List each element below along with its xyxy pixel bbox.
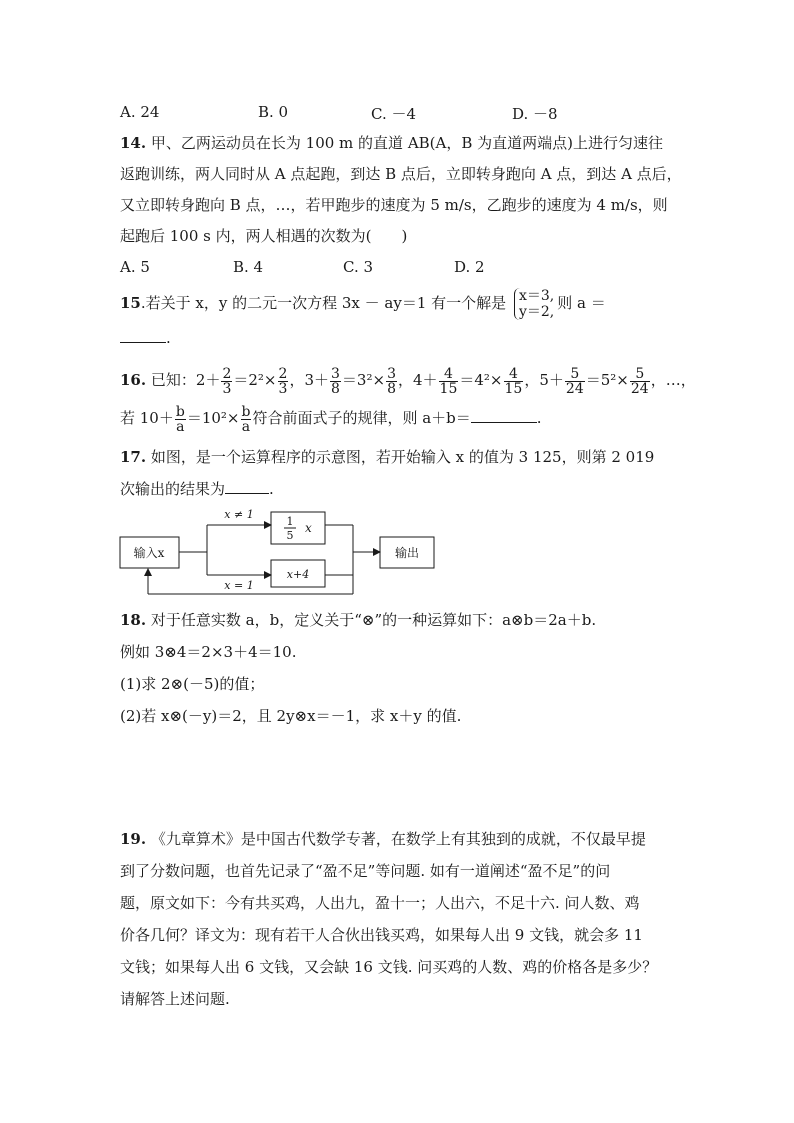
q16-term-2: 3＋ $\frac{3}{8}$ ＝3²× $\frac{3}{8}$ ， — [304, 365, 413, 397]
q18-number: 18. — [120, 611, 147, 629]
q16-answer-blank[interactable] — [471, 408, 537, 423]
q15-end: . — [166, 329, 171, 347]
q14-choice-c: C. 3 — [343, 258, 374, 276]
q15-system-line-2: y＝2, — [518, 304, 555, 320]
q14-line-2: 返跑训练，两人同时从 A 点起跑，到达 B 点后，立即转身跑向 A 点，到达 A 点后， — [120, 165, 682, 183]
q15-text-after: 则 a ＝ — [557, 294, 606, 312]
q16-line-1 — [120, 360, 696, 400]
q16-line2-after: 符合前面式子的规律，则 a＋b＝ — [252, 409, 471, 427]
q14-choice-a: A. 5 — [120, 258, 150, 276]
q15-answer-blank[interactable] — [120, 328, 166, 343]
q14-text-1: 甲、乙两运动员在长为 100 m 的直道 AB(A，B 为直道两端点)上进行匀速往 — [150, 134, 664, 152]
q14-line-3: 又立即转身跑向 B 点，…，若甲跑步的速度为 5 m/s，乙跑步的速度为 4 m/s，则 — [120, 196, 668, 214]
q15-system-line-1: x＝3, — [518, 288, 555, 304]
flowchart-diagram — [118, 500, 448, 600]
q13-choice-d: D. －8 — [512, 105, 558, 123]
q15-text-before: .若关于 x，y 的二元一次方程 3x － ay＝1 有一个解是 — [140, 294, 507, 312]
q17-text-2: 次输出的结果为 — [120, 480, 226, 498]
q18-line-2: 例如 3⊗4＝2×3＋4＝10. — [120, 643, 297, 661]
q13-choice-c: C. －4 — [371, 105, 417, 123]
q18-line-1 — [120, 610, 596, 630]
q13-choice-b: B. 0 — [258, 103, 289, 121]
q14-choice-d: D. 2 — [454, 258, 485, 276]
q16-term-1: 2＋ $\frac{2}{3}$ ＝2²× $\frac{2}{3}$ ， — [195, 365, 305, 397]
q15-line-2 — [120, 328, 171, 348]
q14-choice-b: B. 4 — [233, 258, 264, 276]
q14-line-1 — [120, 133, 663, 153]
q16-fraction-b-over-a: $\frac{b}{a}$ — [175, 403, 185, 435]
q16-end: . — [536, 409, 542, 427]
q17-end: . — [269, 480, 274, 498]
q19-line-6: 请解答上述问题. — [120, 990, 230, 1008]
q16-term-4: 5＋ $\frac{5}{24}$ ＝5²× $\frac{5}{24}$ ，…， — [539, 365, 696, 397]
q17-line-1 — [120, 447, 654, 467]
q16-term-3: 4＋ $\frac{4}{15}$ ＝4²× $\frac{4}{15}$ ， — [413, 365, 540, 397]
flow-output-label: 输出 — [394, 546, 420, 560]
flow-top-condition: x ≠ 1 — [224, 508, 254, 521]
q17-line-2 — [120, 479, 274, 499]
q18-part-2: (2)若 x⊗(－y)＝2，且 2y⊗x＝－1，求 x＋y 的值. — [120, 707, 462, 725]
q18-part-1: (1)求 2⊗(－5)的值； — [120, 675, 265, 693]
q16-line2-mid: ＝10²× — [186, 409, 240, 427]
flow-bottom-condition: x = 1 — [224, 579, 254, 592]
q14-number: 14. — [120, 134, 147, 152]
q17-number: 17. — [120, 448, 147, 466]
q19-number: 19. — [120, 830, 147, 848]
flow-add-label: x+4 — [286, 568, 310, 581]
q19-line-4: 价各几何？译文为：现有若干人合伙出钱买鸡，如果每人出 9 文钱，就会多 11 — [120, 926, 643, 944]
q19-text-1: 《九章算术》是中国古代数学专著，在数学上有其独到的成就，不仅最早提 — [150, 830, 646, 848]
q15-line-1 — [120, 286, 606, 320]
flow-divide-denominator: 5 — [286, 529, 294, 542]
q17-answer-blank[interactable] — [225, 479, 269, 494]
q16-fraction-b-over-a-2: $\frac{b}{a}$ — [241, 403, 251, 435]
flow-input-label: 输入x — [133, 546, 165, 560]
q14-line-4: 起跑后 100 s 内，两人相遇的次数为( ) — [120, 227, 408, 245]
q19-line-3: 题，原文如下：今有共买鸡，人出九，盈十一；人出六，不足十六. 问人数、鸡 — [120, 894, 640, 912]
q19-line-1 — [120, 829, 646, 849]
q16-line-2 — [120, 398, 542, 438]
q19-line-2: 到了分数问题，也首先记录了“盈不足”等问题. 如有一道阐述“盈不足”的问 — [120, 862, 611, 880]
flow-divide-numerator: 1 — [286, 515, 294, 528]
q17-text-1: 如图，是一个运算程序的示意图，若开始输入 x 的值为 3 125，则第 2 019 — [150, 448, 655, 466]
q18-text-1: 对于任意实数 a，b，定义关于“⊗”的一种运算如下：a⊗b＝2a＋b. — [150, 611, 597, 629]
flow-divide-variable: x — [305, 521, 312, 535]
q16-number: 16. — [120, 371, 147, 389]
q15-number: 15 — [120, 294, 141, 312]
flow-divide-box — [271, 512, 325, 544]
q19-line-5: 文钱；如果每人出 6 文钱，又会缺 16 文钱. 问买鸡的人数、鸡的价格各是多少？ — [120, 958, 658, 976]
q15-equation-system — [514, 288, 554, 320]
q16-prefix: 已知： — [150, 371, 196, 389]
q13-choice-a: A. 24 — [120, 103, 160, 121]
q16-line2-lead: 若 10＋ — [120, 409, 174, 427]
